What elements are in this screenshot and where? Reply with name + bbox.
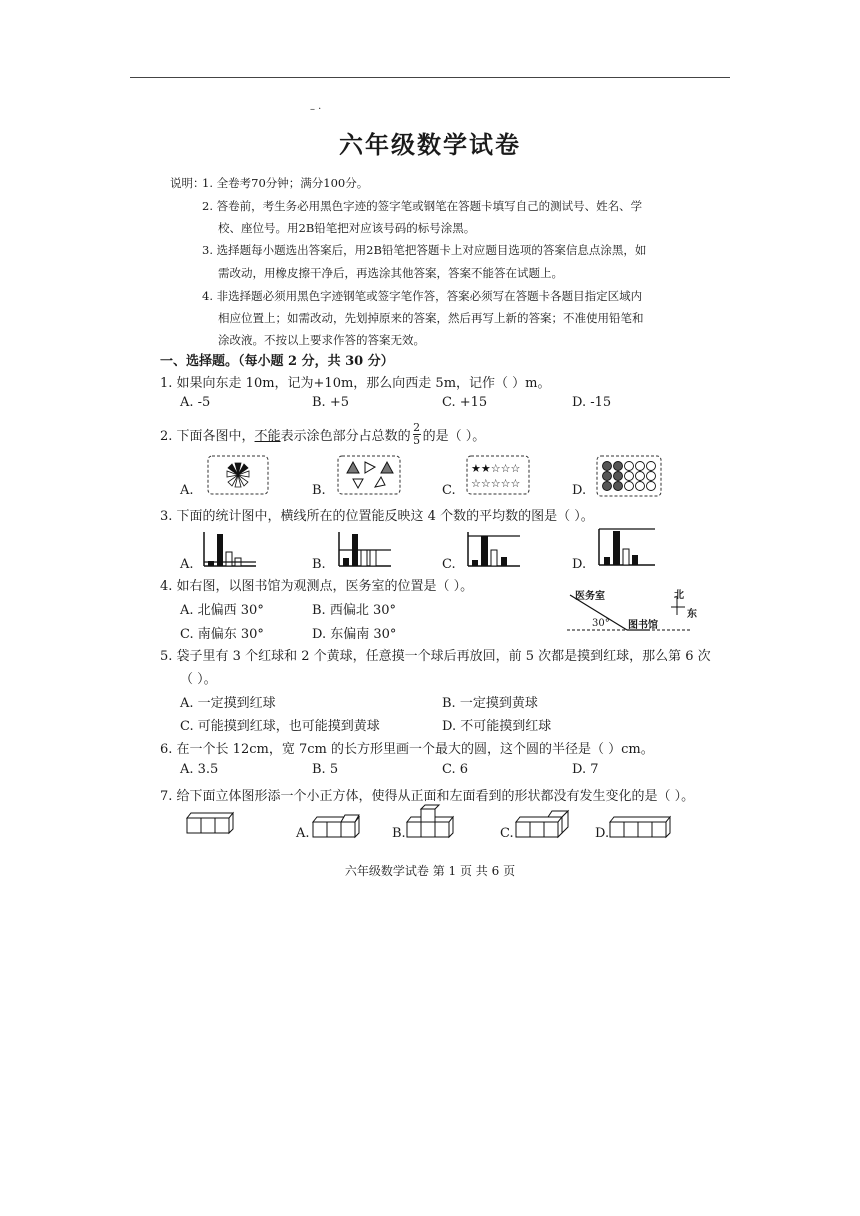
top-mark: – ·: [310, 104, 322, 115]
q3-chart-b: [335, 530, 393, 568]
top-rule: [130, 77, 730, 78]
section-heading: 一、选择题。（每小题 2 分，共 30 分）: [160, 354, 394, 369]
instruction-line: 涂改液。不按以上要求作答的答案无效。: [218, 333, 425, 347]
q1-option-a: A. -5: [180, 395, 211, 410]
q7-option-b: B.: [392, 826, 406, 841]
q3-option-d: D.: [572, 557, 587, 572]
q7-option-a-figure: [311, 812, 363, 838]
q3-chart-d: [595, 527, 657, 567]
svg-text:☆☆☆☆☆: ☆☆☆☆☆: [471, 477, 521, 490]
q4-option-a: A. 北偏西 30°: [180, 603, 264, 618]
q2-figure-d: [596, 455, 662, 497]
question-1-stem: 1. 如果向东走 10m，记为+10m，那么向西走 5m，记作（ ）m。: [160, 376, 551, 391]
fraction: [413, 422, 421, 447]
q4-clinic-label: 医务室: [575, 591, 605, 602]
q5-option-d: D. 不可能摸到红球: [442, 719, 552, 734]
instruction-line: 4. 非选择题必须用黑色字迹钢笔或签字笔作答，答案必须写在答题卡各题目指定区域内: [202, 289, 643, 303]
q2-stem-not: 不能: [254, 429, 281, 444]
q6-option-d: D. 7: [572, 762, 599, 777]
question-2-stem: [160, 422, 485, 447]
q7-option-c: C.: [500, 826, 514, 841]
instruction-line: 2. 答卷前，考生务必用黑色字迹的签字笔或钢笔在答题卡填写自己的测试号、姓名、学: [202, 199, 643, 213]
q2-stem-c: 的是（ ）。: [422, 429, 486, 444]
instruction-line: 3. 选择题每小题选出答案后，用2B铅笔把答题卡上对应题目选项的答案信息点涂黑，如: [202, 243, 647, 257]
question-6-stem: 6. 在一个长 12cm，宽 7cm 的长方形里画一个最大的圆，这个圆的半径是（ ）cm。: [160, 742, 654, 757]
question-5-stem: 5. 袋子里有 3 个红球和 2 个黄球，任意摸一个球后再放回，前 5 次都是摸到红球，那么第 6 次: [160, 649, 711, 664]
question-7-stem: 7. 给下面立体图形添一个小正方体，使得从正面和左面看到的形状都没有发生变化的是（ ）。: [160, 789, 695, 804]
q2-figure-c: [466, 455, 530, 495]
q7-option-d-figure: [608, 812, 672, 838]
q7-option-c-figure: [514, 808, 572, 838]
q3-option-c: C.: [442, 557, 456, 572]
q4-angle-label: 30°: [592, 618, 610, 629]
instruction-line: 需改动，用橡皮擦干净后，再选涂其他答案，答案不能答在试题上。: [218, 266, 563, 280]
page-title: 六年级数学试卷: [339, 130, 521, 159]
q4-option-d: D. 东偏南 30°: [312, 627, 397, 642]
q7-option-d: D.: [595, 826, 610, 841]
q7-option-a: A.: [296, 826, 310, 841]
q4-north-label: 北: [674, 590, 684, 601]
q5-option-c: C. 可能摸到红球，也可能摸到黄球: [180, 719, 380, 734]
q5-option-b: B. 一定摸到黄球: [442, 696, 538, 711]
q3-chart-a: [200, 530, 258, 568]
q2-option-d: D.: [572, 483, 587, 498]
q6-option-a: A. 3.5: [180, 762, 219, 777]
svg-text:★★☆☆☆: ★★☆☆☆: [471, 462, 521, 475]
q2-stem-a: 2. 下面各图中，: [160, 429, 255, 444]
fraction-denominator: 5: [413, 434, 421, 447]
q2-option-c: C.: [442, 483, 456, 498]
instruction-line: 校、座位号。用2B铅笔把对应该号码的标号涂黑。: [218, 221, 476, 235]
q6-option-b: B. 5: [312, 762, 339, 777]
q4-east-label: 东: [687, 609, 697, 620]
q4-library-label: 图书馆: [628, 620, 658, 631]
question-3-stem: 3. 下面的统计图中，横线所在的位置能反映这 4 个数的平均数的图是（ ）。: [160, 509, 594, 524]
instruction-line: 相应位置上；如需改动，先划掉原来的答案，然后再写上新的答案；不准使用铅笔和: [218, 311, 644, 325]
q2-figure-b: [337, 455, 401, 495]
q1-option-d: D. -15: [572, 395, 612, 410]
q3-chart-c: [464, 530, 522, 568]
q2-figure-a: [207, 455, 269, 495]
q3-option-b: B.: [312, 557, 326, 572]
q5-option-a: A. 一定摸到红球: [180, 696, 276, 711]
q6-option-c: C. 6: [442, 762, 469, 777]
fraction-numerator: 2: [413, 421, 421, 434]
q7-option-b-figure: [405, 806, 459, 838]
q7-base-solid: [185, 810, 237, 834]
page-footer: 六年级数学试卷 第 1 页 共 6 页: [344, 864, 516, 878]
q1-option-c: C. +15: [442, 395, 488, 410]
q4-option-c: C. 南偏东 30°: [180, 627, 264, 642]
question-4-stem: 4. 如右图，以图书馆为观测点，医务室的位置是（ ）。: [160, 579, 474, 594]
q2-stem-b: 表示涂色部分占总数的: [280, 429, 411, 444]
instruction-line: 1. 全卷考70分钟；满分100分。: [202, 176, 369, 190]
question-5-stem-cont: （ ）。: [180, 672, 217, 687]
q3-option-a: A.: [180, 557, 194, 572]
q4-option-b: B. 西偏北 30°: [312, 603, 396, 618]
q1-option-b: B. +5: [312, 395, 349, 410]
q2-option-a: A.: [180, 483, 194, 498]
q2-option-b: B.: [312, 483, 326, 498]
instructions-label: 说明：: [170, 176, 205, 190]
